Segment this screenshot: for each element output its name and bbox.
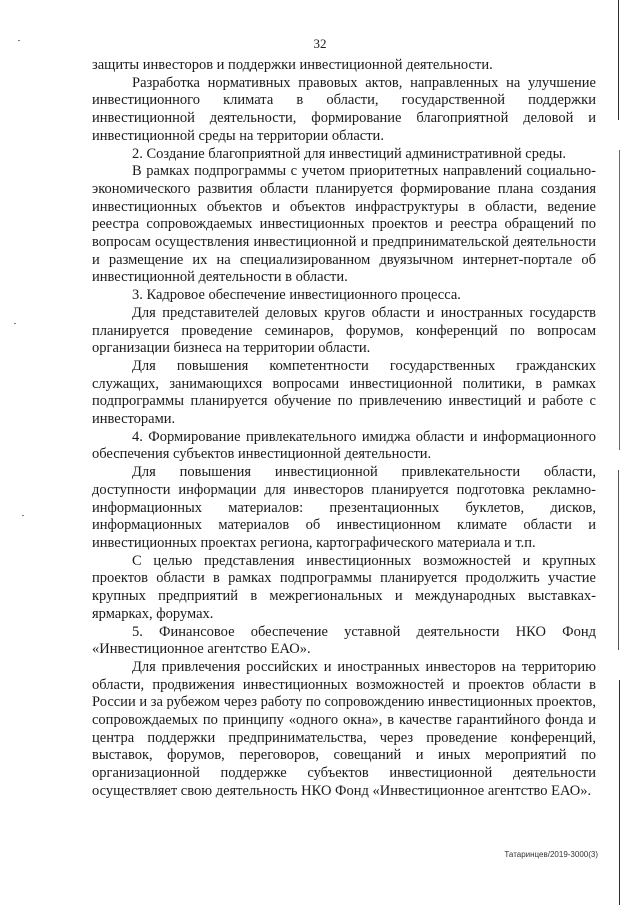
paragraph-1: защиты инвесторов и поддержки инвестиционной деятельности. <box>92 57 493 73</box>
page-number: 32 <box>313 36 327 51</box>
paragraph-3: В рамках подпрограммы с учетом приоритетных направлений социально-экономического развития области планируется формирование плана создания инвестиционных объектов и объектов инфраструктуры в области, ведение реестра сопровождаемых инвестиционных проектов и реестра обращений по вопросам осуществления инвестиционной и предпринимательской деятельности и размещение их на специализированном двуязычном интернет-портале об инвестиционной деятельности в области. <box>92 163 596 286</box>
scan-edge-line <box>619 680 620 905</box>
scan-speck <box>18 40 20 41</box>
section-heading-2: 2. Создание благоприятной для инвестиций административной среды. <box>132 145 566 162</box>
scan-edge-line <box>618 0 619 120</box>
paragraph-4: Для представителей деловых кругов области и иностранных государств планируется проведение семинаров, форумов, конференций по вопросам организации бизнеса на территории области. <box>92 304 596 357</box>
paragraph-2: Разработка нормативных правовых актов, направленных на улучшение инвестиционного климата в области, государственной поддержки инвестиционной деятельности, формирование благоприятной деловой и инвестиционной среды на территории области. <box>92 74 596 144</box>
paragraph-8: Для привлечения российских и иностранных инвесторов на территорию области, продвижения инвестиционных возможностей и проектов области в России и за рубежом через работу по сопровождению инвестиционных проектов, сопровождаемых по принципу «одного окна», в качестве гарантийного фонда и центра поддержки предпринимательства, через проведение конференций, выставок, форумов, переговоров, совещаний и иных мероприятий по организационной поддержке субъектов инвестиционной деятельности осуществляет свою деятельность НКО Фонд «Инвестиционное агентство ЕАО». <box>92 658 596 799</box>
scan-speck <box>14 323 16 324</box>
footer-document-code: Татаринцев/2019-3000(3) <box>504 850 598 859</box>
section-heading-4: 4. Формирование привлекательного имиджа области и информационного обеспечения субъектов инвестиционной деятельности. <box>92 428 596 463</box>
section-heading-5: 5. Финансовое обеспечение уставной деятельности НКО Фонд «Инвестиционное агентство ЕАО». <box>92 623 596 658</box>
paragraph-5: Для повышения компетентности государственных гражданских служащих, занимающихся вопросами инвестиционной политики, в рамках подпрограммы планируется обучение по привлечению инвестиций и работе с инвесторами. <box>92 357 596 428</box>
paragraph-6: Для повышения инвестиционной привлекательности области, доступности информации для инвесторов планируется подготовка рекламно-информационных материалов: презентационных буклетов, дисков, информационных материалов об инвестиционном климате области и инвестиционных проектах региона, картографического материала и т.п. <box>92 464 596 551</box>
paragraph-7: С целью представления инвестиционных возможностей и крупных проектов области в рамках подпрограммы планируется продолжить участие крупных предприятий в межрегиональных и международных выставках-ярмарках, форумах. <box>92 552 596 622</box>
scan-speck <box>22 515 24 516</box>
document-body <box>92 57 596 801</box>
scan-edge-line <box>619 150 620 450</box>
scan-edge-line <box>618 470 619 650</box>
section-heading-3: 3. Кадровое обеспечение инвестиционного процесса. <box>132 287 461 304</box>
